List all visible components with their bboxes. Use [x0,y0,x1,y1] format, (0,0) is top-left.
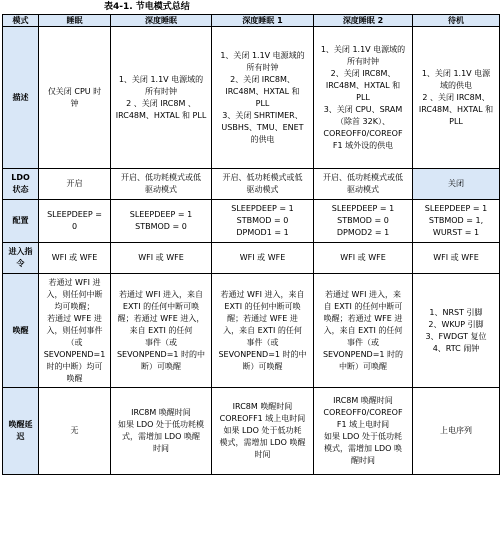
row-header-entry-instruction: 进入指 令 [3,243,39,274]
cell-entry-instruction-deepsleep-1: WFI 或 WFE [212,243,314,274]
cell-entry-instruction-standby: WFI 或 WFE [413,243,500,274]
cell-ldo-status-deepsleep: 开启、低功耗模式或低 驱动模式 [111,169,212,200]
table-row-wakeup-latency [3,388,500,475]
row-header-wakeup-latency: 唤醒延 迟 [3,388,39,475]
header-deepsleep-1: 深度睡眠 1 [212,15,314,27]
header-standby: 待机 [413,15,500,27]
header-deepsleep-2: 深度睡眠 2 [314,15,413,27]
cell-description-deepsleep-1: 1、关闭 1.1V 电源域的 所有时钟 2、关闭 IRC8M、 IRC48M、HXTAL 和 PLL 3、关闭 SHRTIMER、 USBHS、TMU、ENET 的供电 [212,27,314,169]
cell-wakeup-latency-standby: 上电序列 [413,388,500,475]
table-row-description [3,27,500,169]
cell-wakeup-deepsleep: 若通过 WFI 进入，来自 EXTI 的任何中断可唤 醒；若通过 WFE 进入， 来自 EXTI 的任何 事件（或 SEVONPEND=1 时的中 断）可唤醒 [111,274,212,388]
cell-description-sleep: 仅关闭 CPU 时 钟 [39,27,111,169]
cell-entry-instruction-deepsleep: WFI 或 WFE [111,243,212,274]
table-row-wakeup [3,274,500,388]
cell-description-deepsleep: 1、关闭 1.1V 电源域的 所有时钟 2 、关闭 IRC8M 、 IRC48M、HXTAL 和 PLL [111,27,212,169]
cell-wakeup-latency-deepsleep-1: IRC8M 唤醒时间 COREOFF1 域上电时间 如果 LDO 处于低功耗 模式，需增加 LDO 唤醒 时间 [212,388,314,475]
header-deepsleep: 深度睡眠 [111,15,212,27]
table-row-entry-instruction [3,243,500,274]
row-header-description: 描述 [3,27,39,169]
row-header-ldo-status: LDO 状态 [3,169,39,200]
cell-config-deepsleep: SLEEPDEEP = 1 STBMOD = 0 [111,200,212,243]
header-sleep: 睡眠 [39,15,111,27]
cell-wakeup-standby: 1、NRST 引脚 2、WKUP 引脚 3、FWDGT 复位 4、RTC 闹钟 [413,274,500,388]
cell-ldo-status-deepsleep-2: 开启、低功耗模式或低 驱动模式 [314,169,413,200]
cell-entry-instruction-deepsleep-2: WFI 或 WFE [314,243,413,274]
header-row [3,15,500,27]
cell-wakeup-latency-deepsleep-2: IRC8M 唤醒时间 COREOFF0/COREOF F1 域上电时间 如果 LDO 处于低功耗 模式，需增加 LDO 唤 醒时间 [314,388,413,475]
cell-config-standby: SLEEPDEEP = 1 STBMOD = 1, WURST = 1 [413,200,500,243]
cell-wakeup-deepsleep-2: 若通过 WFI 进入，来 自 EXTI 的任何中断可 唤醒；若通过 WFE 进 入，来自 EXTI 的任何 事件（或 SEVONPEND=1 时的 中断）可唤醒 [314,274,413,388]
cell-ldo-status-sleep: 开启 [39,169,111,200]
cell-wakeup-latency-deepsleep: IRC8M 唤醒时间 如果 LDO 处于低功耗模 式，需增加 LDO 唤醒 时间 [111,388,212,475]
cell-description-standby: 1、关闭 1.1V 电源 域的供电 2 、关闭 IRC8M、 IRC48M、HXTAL 和 PLL [413,27,500,169]
row-header-wakeup: 唤醒 [3,274,39,388]
power-saving-mode-table [2,14,500,475]
cell-config-deepsleep-1: SLEEPDEEP = 1 STBMOD = 0 DPMOD1 = 1 [212,200,314,243]
cell-description-deepsleep-2: 1、关闭 1.1V 电源域的 所有时钟 2、关闭 IRC8M、 IRC48M、HXTAL 和 PLL 3、关闭 CPU、SRAM （除首 32K）、 COREOFF0/COREOF F1 域外设的供电 [314,27,413,169]
table-row-ldo-status [3,169,500,200]
cell-wakeup-sleep: 若通过 WFI 进 入，则任何中断 均可唤醒； 若通过 WFE 进 入，则任何事件 （或 SEVONPEND=1 时的中断）均可 唤醒 [39,274,111,388]
cell-wakeup-deepsleep-1: 若通过 WFI 进入，来自 EXTI 的任何中断可唤 醒；若通过 WFE 进 入，来自 EXTI 的任何 事件（或 SEVONPEND=1 时的中 断）可唤醒 [212,274,314,388]
row-header-config: 配置 [3,200,39,243]
cell-wakeup-latency-sleep: 无 [39,388,111,475]
header-mode: 模式 [3,15,39,27]
cell-entry-instruction-sleep: WFI 或 WFE [39,243,111,274]
cell-ldo-status-standby: 关闭 [413,169,500,200]
cell-ldo-status-deepsleep-1: 开启、低功耗模式或低 驱动模式 [212,169,314,200]
cell-config-deepsleep-2: SLEEPDEEP = 1 STBMOD = 0 DPMOD2 = 1 [314,200,413,243]
cell-config-sleep: SLEEPDEEP = 0 [39,200,111,243]
table-caption: 表4-1. 节电模式总结 [104,2,190,12]
table-row-config [3,200,500,243]
